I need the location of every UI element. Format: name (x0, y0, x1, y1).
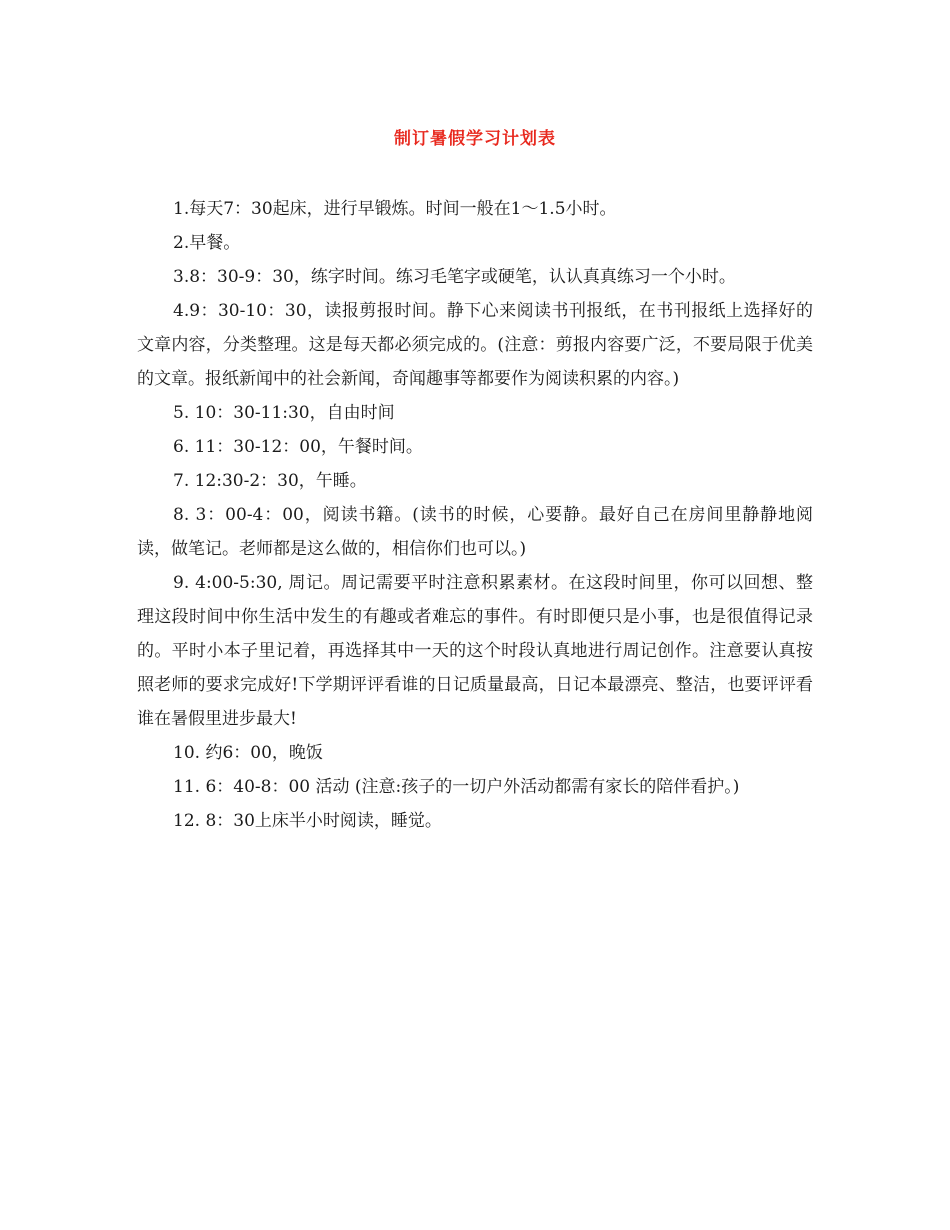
plan-item-7: 7. 12:30-2：30，午睡。 (173, 471, 367, 491)
plan-item-8: 8. 3：00-4：00，阅读书籍。(读书的时候，心要静。最好自己在房间里静静地阅读，做笔记。老师都是这么做的，相信你们也可以。) (137, 505, 813, 559)
plan-item-6: 6. 11：30-12：00，午餐时间。 (173, 437, 423, 457)
plan-item-2: 2.早餐。 (173, 233, 241, 253)
plan-item-3: 3.8：30-9：30，练字时间。练习毛笔字或硬笔，认认真真练习一个小时。 (173, 267, 736, 287)
plan-item-5: 5. 10：30-11:30，自由时间 (173, 403, 395, 423)
plan-item-9: 9. 4:00-5:30, 周记。周记需要平时注意积累素材。在这段时间里，你可以回想、整理这段时间中你生活中发生的有趣或者难忘的事件。有时即便只是小事，也是很值得记录的。平时小本子里记着，再选择其中一天的这个时段认真地进行周记创作。注意要认真按照老师的要求完成好!下学期评评看谁的日记质量最高，日记本最漂亮、整洁，也要评评看谁在暑假里进步最大! (137, 573, 813, 729)
plan-item-1: 1.每天7：30起床，进行早锻炼。时间一般在1～1.5小时。 (173, 199, 617, 219)
plan-list (137, 192, 813, 838)
plan-item-11: 11. 6：40-8：00 活动 (注意:孩子的一切户外活动都需有家长的陪伴看护。) (173, 777, 740, 797)
plan-item-4: 4.9：30-10：30，读报剪报时间。静下心来阅读书刊报纸，在书刊报纸上选择好的文章内容，分类整理。这是每天都必须完成的。(注意：剪报内容要广泛，不要局限于优美的文章。报纸新闻中的社会新闻，奇闻趣事等都要作为阅读积累的内容。) (137, 301, 813, 389)
document-title: 制订暑假学习计划表 (394, 129, 556, 149)
plan-item-12: 12. 8：30上床半小时阅读，睡觉。 (173, 811, 442, 831)
plan-item-10: 10. 约6：00，晚饭 (173, 743, 323, 763)
